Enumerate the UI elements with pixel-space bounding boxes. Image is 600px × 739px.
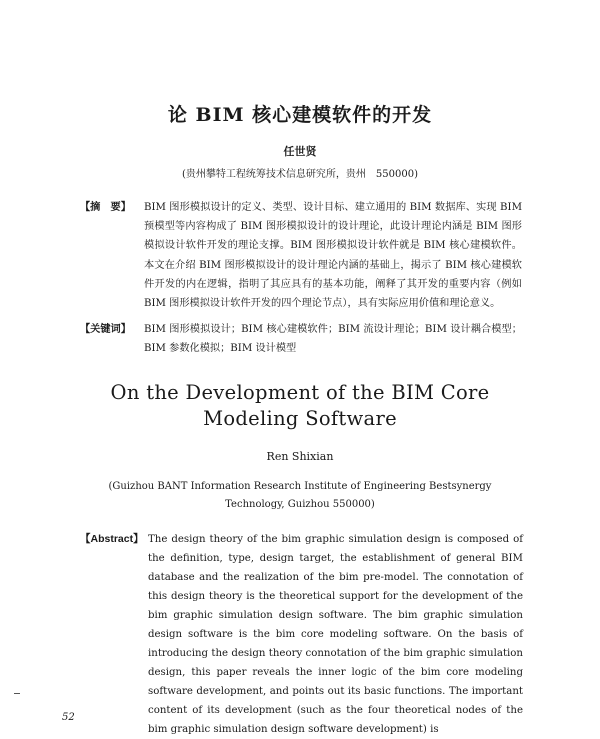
english-title-line1: On the Development of the BIM Core (110, 381, 490, 404)
margin-mark (14, 693, 20, 694)
english-title-line2: Modeling Software (203, 407, 397, 430)
chinese-author: 任世贤 (283, 145, 317, 158)
chinese-keywords-text: BIM 图形模拟设计；BIM 核心建模软件；BIM 流设计理论；BIM 设计耦合模型；BIM 参数化模拟；BIM 设计模型 (144, 324, 522, 355)
page-number: 52 (62, 712, 75, 723)
english-abstract-label: 【Abstract】 (80, 533, 144, 545)
english-affiliation (100, 478, 500, 514)
english-title (0, 380, 600, 432)
chinese-affiliation: (贵州攀特工程统筹技术信息研究所，贵州 550000) (182, 169, 418, 180)
english-affiliation-line2: Technology, Guizhou 550000) (225, 499, 375, 510)
english-author: Ren Shixian (266, 450, 334, 463)
english-affiliation-line1: (Guizhou BANT Information Research Institute of Engineering Bestsynergy (108, 481, 492, 492)
chinese-keywords-label: 【关键词】 (80, 323, 131, 335)
chinese-abstract-label: 【摘 要】 (80, 201, 131, 213)
chinese-title: 论 BIM 核心建模软件的开发 (167, 104, 433, 126)
chinese-abstract-text: BIM 图形模拟设计的定义、类型、设计目标、建立通用的 BIM 数据库、实现 BIM 预模型等内容构成了 BIM 图形模拟设计的设计理论，此设计理论内涵是 BIM 图形模拟设计软件开发的理论支撑。BIM 图形模拟设计软件就是 BIM 核心建模软件。本文在介绍 BIM 图形模拟设计的设计理论内涵的基础上，揭示了 BIM 核心建模软件开发的内在逻辑，指明了其应具有的基本功能，阐释了其开发的重要内容（例如 BIM 图形模拟设计软件开发的四个理论节点），具有实际应用价值和理论意义。 (144, 202, 522, 310)
english-abstract-text: The design theory of the bim graphic simulation design is composed of the definition, type, design target, the establishment of general BIM database and the realization of the bim pre-model. The connotation of this design theory is the theoretical support for the development of the bim graphic simulation design software. The bim graphic simulation design software is the bim core modeling software. On the basis of introducing the design theory connotation of the bim graphic simulation design, this paper reveals the inner logic of the bim core modeling software development, and points out its basic functions. The important content of its development (such as the four theoretical nodes of the bim graphic simulation design software development) is (148, 534, 523, 735)
